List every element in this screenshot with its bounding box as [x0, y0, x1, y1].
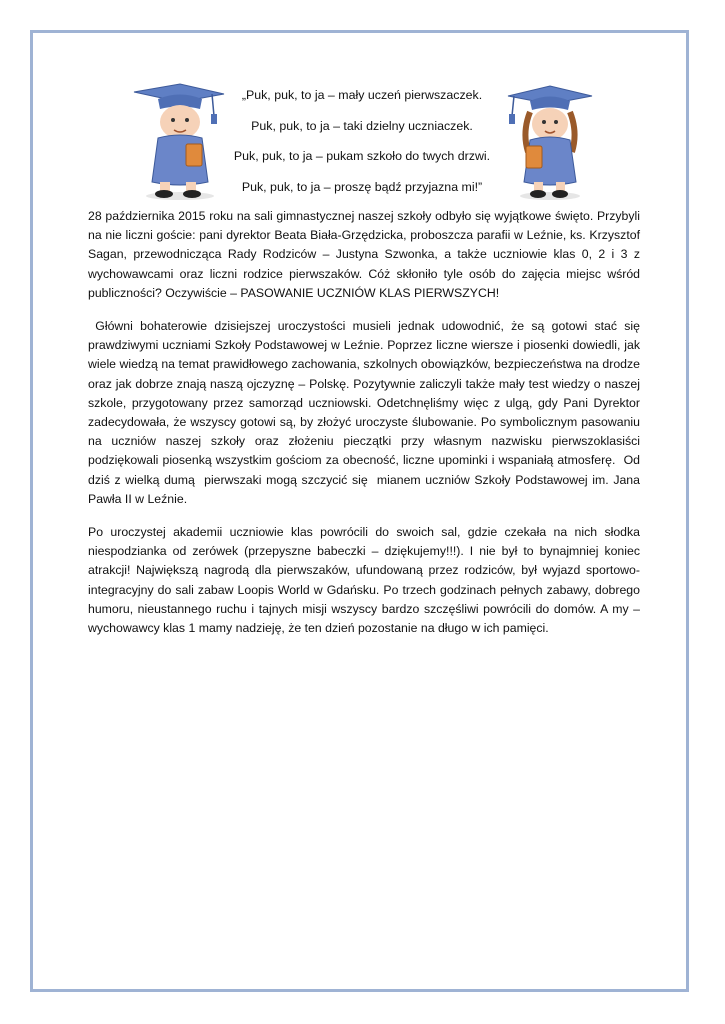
- tassel: [509, 114, 515, 124]
- poem-line: Puk, puk, to ja – pukam szkoło do twych drzwi.: [233, 149, 491, 163]
- article-body: [88, 207, 644, 652]
- book: [186, 144, 202, 166]
- face: [160, 105, 200, 139]
- shadow: [520, 192, 580, 200]
- article-paragraph-1: 28 października 2015 roku na sali gimnastycznej naszej szkoły odbyło się wyjątkowe święto. Przybyli na nie liczni goście: pani dyrektor Beata Biała-Grzędzicka, proboszcza parafii w Leźnie, ks. Krzysztof Sagan, przewodnicząca Rady Rodziców – Justyna Szwonka, a także uczniowie klas 0, 2 i 3 z wychowawcami oraz liczni rodzice pierwszaków. Cóż skłoniło tyle osób do zajęcia miejsc wśród publiczności? Oczywiście – PASOWANIE UCZNIÓW KLAS PIERWSZYCH!: [88, 209, 640, 300]
- poem: [222, 86, 502, 208]
- poem-line: Puk, puk, to ja – proszę bądź przyjazna mi!”: [241, 179, 483, 194]
- tassel-cord: [212, 94, 214, 116]
- article-paragraph-3: Po uroczystej akademii uczniowie klas powrócili do swoich sal, gdzie czekała na nich słodka niespodzianka od zerówek (przepyszne babeczki – dziękujemy!!!). I nie był to bynajmniej koniec atrakcji! Największą nagrodą dla pierwszaków, ufundowaną przez rodziców, był wyjazd sportowo-integracyjny do sali zabaw Loopis World w Gdańsku. Po trzech godzinach pełnych zabawy, dobrego humoru, nieustannego ruchu i tajnych misji wszyscy bardzo szczęśliwi powrócili do domów. A my – wychowawcy klas 1 mamy nadzieję, że ten dzień pozostanie na długo w ich pamięci.: [88, 525, 640, 636]
- article-paragraph-2: Główni bohaterowie dzisiejszej uroczystości musieli jednak udowodnić, że są gotowi stać się prawdziwymi uczniami Szkoły Podstawowej w Leźnie. Poprzez liczne wiersze i piosenki dowiedli, jak wiele wiedzą na temat prawidłowego zachowania, szkolnych obowiązków, bezpieczeństwa na drodze oraz jak dobrze znają naszą ojczyznę – Polskę. Pozytywnie zaliczyli także mały test wiedzy o naszej szkole, przygotowany przez samorząd uczniowski. Odetchnęliśmy więc z ulgą, gdy Pani Dyrektor zadecydowała, że wszyscy gotowi są, by złożyć uroczyste ślubowanie. Po symbolicznym pasowaniu na uczniów naszej szkoły oraz złożeniu pieczątki przy własnym nazwisku pierwszoklasiści podziękowali piosenką wszystkim gościom za obecność, liczne upominki i wspaniałą atmosferę. Od dziś z wielką dumą pierwszaki mogą szczycić się mianem uczniów Szkoły Podstawowej im. Jana Pawła II w Leźnie.: [88, 319, 644, 506]
- tassel-cord: [512, 96, 514, 116]
- poem-line: „Puk, puk, to ja – mały uczeń pierwszaczek.: [241, 88, 483, 102]
- book: [526, 146, 542, 168]
- boy-graduate-illustration: [128, 82, 228, 202]
- poem-line: Puk, puk, to ja – taki dzielny uczniaczek.: [251, 118, 473, 133]
- girl-graduate-illustration: [500, 82, 600, 202]
- face: [532, 108, 568, 140]
- tassel: [211, 114, 217, 124]
